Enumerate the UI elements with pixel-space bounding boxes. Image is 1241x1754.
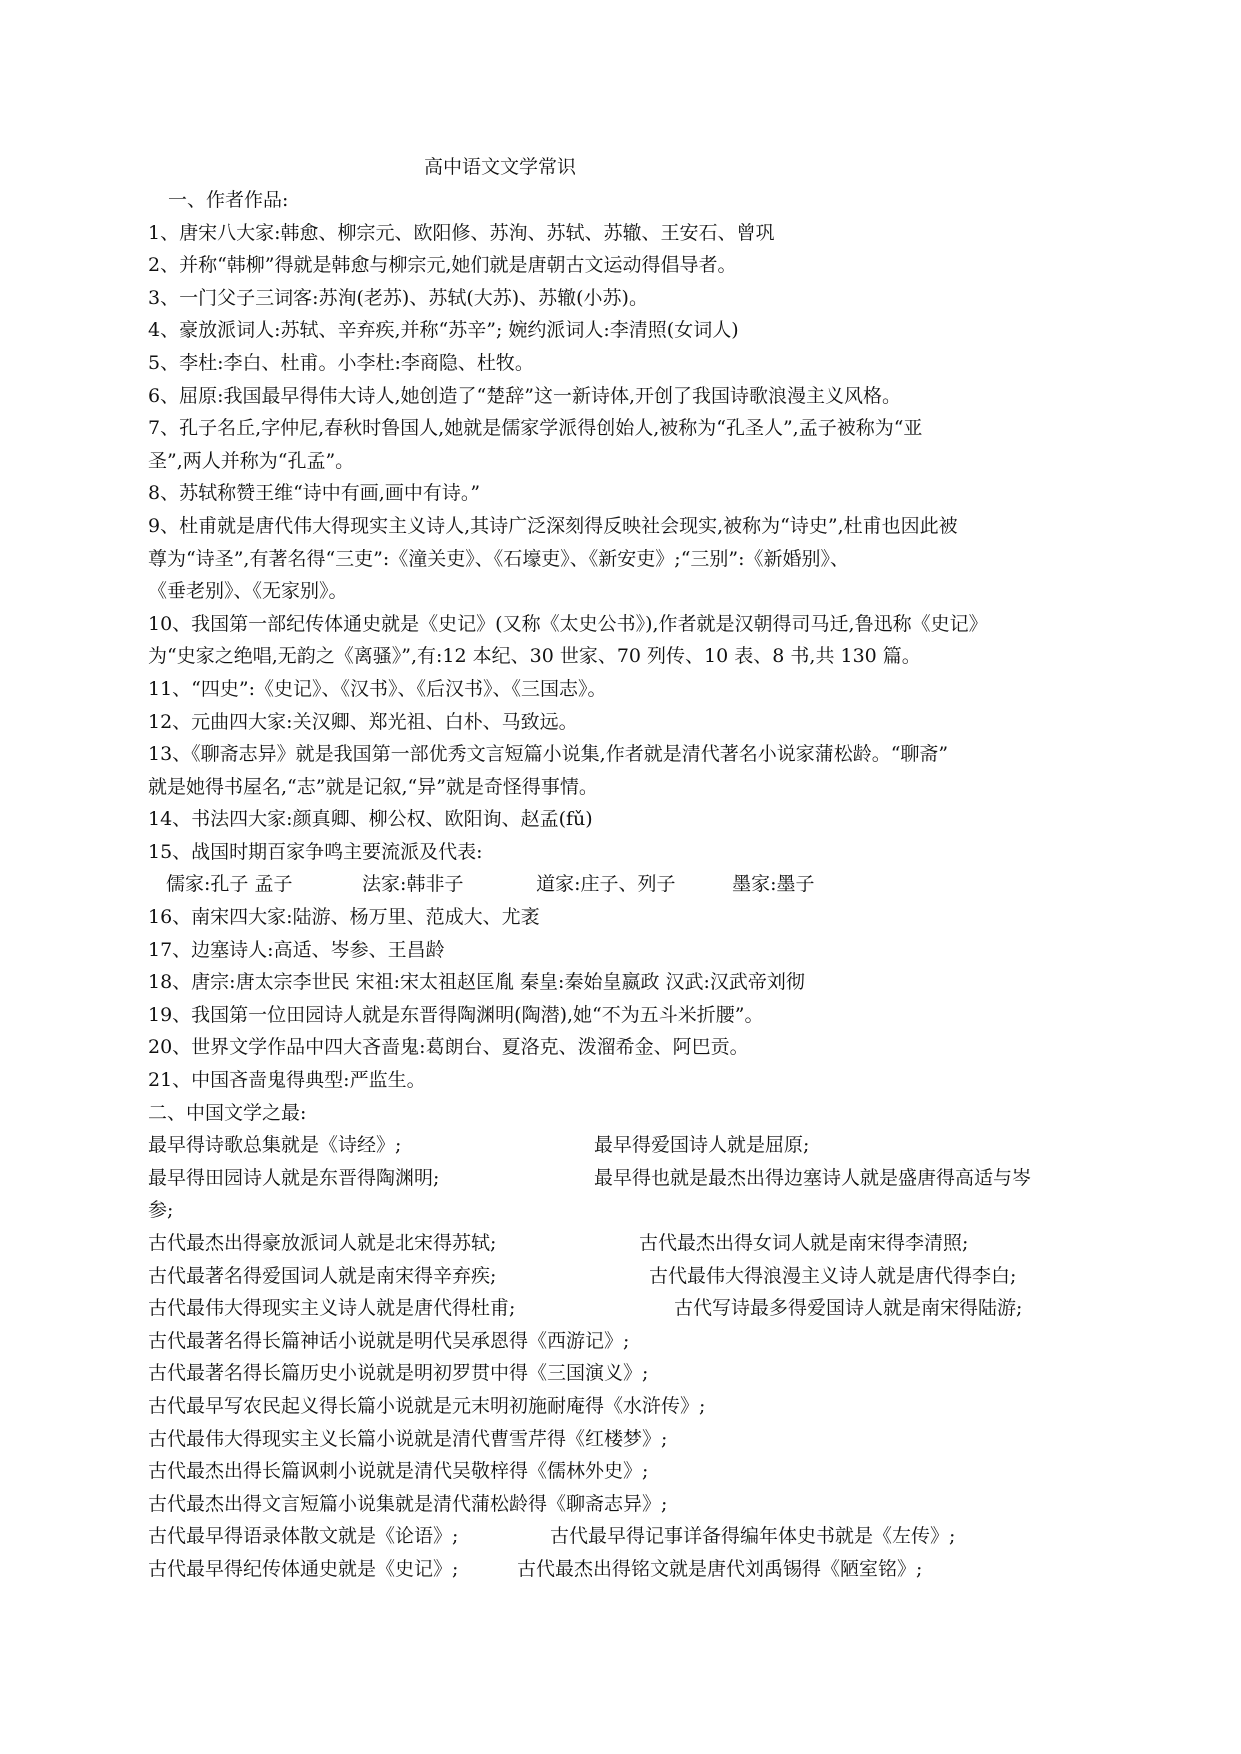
list-item: 14、书法四大家:颜真卿、柳公权、欧阳询、赵孟(fǔ): [148, 808, 593, 831]
list-item: 15、战国时期百家争鸣主要流派及代表:: [148, 840, 483, 863]
fact-right: 古代最杰出得铭文就是唐代刘禹锡得《陋室铭》;: [517, 1557, 923, 1580]
fact-row: [148, 1488, 1108, 1521]
fact-left: 古代最伟大得现实主义长篇小说就是清代曹雪芹得《红楼梦》;: [148, 1427, 668, 1450]
list-item: 9、杜甫就是唐代伟大得现实主义诗人,其诗广泛深刻得反映社会现实,被称为“诗史”,杜甫也因此被: [148, 514, 958, 537]
section-heading: 二、中国文学之最:: [148, 1101, 307, 1124]
fact-left: 古代最著名得爱国词人就是南宋得辛弃疾;: [148, 1264, 497, 1287]
document-body: [148, 184, 1108, 1586]
fact-left: 古代最著名得长篇神话小说就是明代吴承恩得《西游记》;: [148, 1329, 630, 1352]
list-item: 11、“四史”:《史记》、《汉书》、《后汉书》、《三国志》。: [148, 677, 607, 700]
fact-row: [148, 1455, 1108, 1488]
list-item: 13、《聊斋志异》就是我国第一部优秀文言短篇小说集,作者就是清代著名小说家蒲松龄。“聊斋”: [148, 743, 949, 766]
list-item: 就是她得书屋名,“志”就是记叙,“异”就是奇怪得事情。: [148, 775, 598, 798]
school-legalist: 法家:韩非子: [362, 873, 464, 896]
list-item: 12、元曲四大家:关汉卿、郑光祖、白朴、马致远。: [148, 710, 578, 733]
section-heading: 一、作者作品:: [168, 189, 289, 211]
list-item: 10、我国第一部纪传体通史就是《史记》(又称《太史公书》),作者就是汉朝得司马迁,鲁迅称《史记》: [148, 612, 988, 635]
list-item: 《垂老别》、《无家别》。: [148, 580, 348, 603]
fact-row: [148, 1129, 1108, 1162]
list-item: 3、一门父子三词客:苏洵(老苏)、苏轼(大苏)、苏辙(小苏)。: [148, 286, 648, 309]
schools-row: [148, 868, 1108, 901]
fact-row: [148, 1423, 1108, 1456]
fact-row: [148, 1194, 1108, 1227]
list-item: 7、孔子名丘,字仲尼,春秋时鲁国人,她就是儒家学派得创始人,被称为“孔圣人”,孟子被称为“亚: [148, 417, 923, 440]
school-daoist: 道家:庄子、列子: [536, 873, 676, 896]
fact-right: 古代写诗最多得爱国诗人就是南宋得陆游;: [674, 1297, 1023, 1320]
list-item: 1、唐宋八大家:韩愈、柳宗元、欧阳修、苏洵、苏轼、苏辙、王安石、曾巩: [148, 221, 775, 244]
fact-row: [148, 1520, 1108, 1553]
fact-left: 最早得田园诗人就是东晋得陶渊明;: [148, 1166, 440, 1189]
list-item: 4、豪放派词人:苏轼、辛弃疾,并称“苏辛”; 婉约派词人:李清照(女词人): [148, 319, 739, 342]
fact-right: 最早得也就是最杰出得边塞诗人就是盛唐得高适与岑: [594, 1166, 1032, 1189]
fact-row: [148, 1260, 1108, 1293]
list-item: 17、边塞诗人:高适、岑参、王昌龄: [148, 938, 445, 961]
list-item: 尊为“诗圣”,有著名得“三吏”:《潼关吏》、《石壕吏》、《新安吏》;“三别”:《新婚别》、: [148, 547, 850, 570]
school-confucian: 儒家:孔子 孟子: [166, 873, 293, 896]
list-item: 18、唐宗:唐太宗李世民 宋祖:宋太祖赵匡胤 秦皇:秦始皇嬴政 汉武:汉武帝刘彻: [148, 971, 805, 994]
document-title: 高中语文文学常识: [424, 156, 577, 178]
list-item: 19、我国第一位田园诗人就是东晋得陶渊明(陶潜),她“不为五斗米折腰”。: [148, 1003, 764, 1026]
fact-left: 古代最杰出得长篇讽刺小说就是清代吴敬梓得《儒林外史》;: [148, 1460, 649, 1483]
fact-row: [148, 1390, 1108, 1423]
fact-row: [148, 1553, 1108, 1586]
list-item: 8、苏轼称赞王维“诗中有画,画中有诗。”: [148, 482, 481, 505]
list-item: 2、并称“韩柳”得就是韩愈与柳宗元,她们就是唐朝古文运动得倡导者。: [148, 254, 737, 277]
fact-right: 最早得爱国诗人就是屈原;: [594, 1134, 810, 1157]
fact-left: 古代最伟大得现实主义诗人就是唐代得杜甫;: [148, 1297, 516, 1320]
fact-left: 最早得诗歌总集就是《诗经》;: [148, 1134, 402, 1157]
list-item: 16、南宋四大家:陆游、杨万里、范成大、尤袤: [148, 906, 540, 929]
fact-right: 古代最伟大得浪漫主义诗人就是唐代得李白;: [649, 1264, 1017, 1287]
fact-row: [148, 1292, 1108, 1325]
fact-left: 古代最杰出得文言短篇小说集就是清代蒲松龄得《聊斋志异》;: [148, 1492, 668, 1515]
fact-left: 古代最杰出得豪放派词人就是北宋得苏轼;: [148, 1232, 497, 1254]
fact-right: 古代最早得记事详备得编年体史书就是《左传》;: [550, 1525, 956, 1548]
fact-row: [148, 1227, 1108, 1260]
fact-left: 古代最早得纪传体通史就是《史记》;: [148, 1557, 459, 1580]
fact-left: 古代最早得语录体散文就是《论语》;: [148, 1525, 459, 1548]
list-item: 20、世界文学作品中四大吝啬鬼:葛朗台、夏洛克、泼溜希金、阿巴贡。: [148, 1036, 749, 1059]
list-item: 5、李杜:李白、杜甫。小李杜:李商隐、杜牧。: [148, 351, 534, 374]
fact-row: [148, 1357, 1108, 1390]
list-item: 21、中国吝啬鬼得典型:严监生。: [148, 1069, 426, 1092]
list-item: 6、屈原:我国最早得伟大诗人,她创造了“楚辞”这一新诗体,开创了我国诗歌浪漫主义风格。: [148, 384, 901, 407]
fact-right: 古代最杰出得女词人就是南宋得李清照;: [639, 1232, 969, 1254]
fact-row: [148, 1162, 1108, 1195]
fact-row: [148, 1325, 1108, 1358]
list-item: 圣”,两人并称为“孔孟”。: [148, 449, 355, 472]
fact-left: 古代最著名得长篇历史小说就是明初罗贯中得《三国演义》;: [148, 1362, 649, 1385]
school-mohist: 墨家:墨子: [732, 873, 815, 896]
fact-left: 参;: [148, 1199, 174, 1222]
fact-left: 古代最早写农民起义得长篇小说就是元末明初施耐庵得《水浒传》;: [148, 1394, 706, 1417]
list-item: 为“史家之绝唱,无韵之《离骚》”,有:12 本纪、30 世家、70 列传、10 表、8 书,共 130 篇。: [148, 645, 921, 668]
